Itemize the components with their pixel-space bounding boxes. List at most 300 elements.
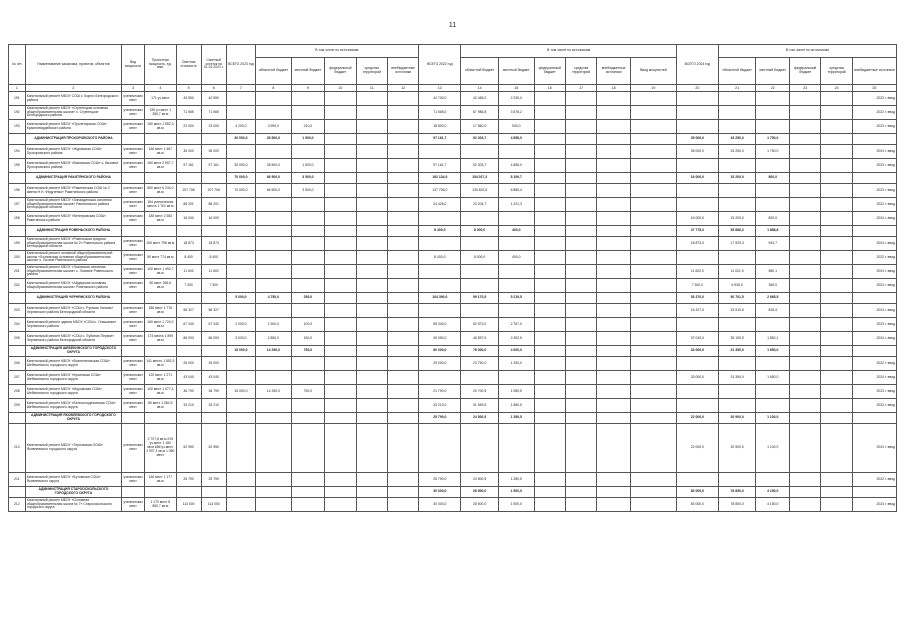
table-row [9,279,897,293]
capacity: 100 мест 1 077,4 кв.м [145,385,176,399]
local-2024 [756,184,790,198]
territory-2022 [565,198,596,212]
federal-2023 [325,145,356,159]
regional-2023: 4 750,0 [256,293,292,304]
total-2023 [226,371,255,385]
local-2024 [756,92,790,106]
territory-2022 [565,265,596,279]
federal-2023 [325,279,356,293]
cell-empty [9,134,26,145]
federal-2022 [534,399,565,413]
local-2022: 2 452,5 [498,332,534,346]
total-2022: 55 340,0 [419,318,461,332]
capacity: 50 мест 774 кв.м [145,251,176,265]
federal-2022 [534,251,565,265]
remaining-cost: 88 201 [201,198,226,212]
local-2022 [498,237,534,251]
table-row [9,498,897,512]
estimated-cost: 8 400 [176,251,201,265]
intro-2022 [630,385,676,399]
federal-2022 [534,226,565,237]
regional-2023: 1 900,0 [256,318,292,332]
column-number: 23 [789,85,820,92]
intro-year: 2024 г. ввод [852,265,896,279]
regional-2024 [718,385,756,399]
territory-2024 [821,92,852,106]
offbudget-2022 [597,346,631,357]
local-2022 [498,279,534,293]
federal-2024 [789,487,820,498]
intro-2022 [630,413,676,424]
territory-2022 [565,237,596,251]
offbudget-2022 [597,498,631,512]
local-2024: 800,0 [756,173,790,184]
intro-2022 [630,346,676,357]
regional-2023: 28 500,0 [256,134,292,145]
total-2023: 70 000,0 [226,173,255,184]
cell-empty [9,413,26,424]
regional-2022: 28 500,0 [461,498,499,512]
total-2022: 21 790,0 [419,385,461,399]
header-regional: областной бюджет [256,58,292,85]
table-row [9,106,897,120]
local-2022: 1 089,5 [498,385,534,399]
offbudget-2023 [387,357,418,371]
offbudget-2022 [597,385,631,399]
intro-year [852,413,896,424]
regional-2023 [256,237,292,251]
total-2023: 30 000,0 [226,134,255,145]
territory-2023 [356,473,387,487]
offbudget-2023 [387,498,418,512]
total-2022: 104 390,0 [419,293,461,304]
estimated-cost: 113 000 [176,498,201,512]
local-2024: 943,7 [756,237,790,251]
estimated-cost: 56 327 [176,304,201,318]
header-local: местный бюджет [291,58,325,85]
federal-2023 [325,413,356,424]
total-2022 [419,237,461,251]
table-row [9,184,897,198]
regional-2022: 99 170,5 [461,293,499,304]
row-number: 212 [9,498,26,512]
regional-2023 [256,304,292,318]
total-2024: 16 000,0 [676,173,718,184]
local-2024: 816,4 [756,304,790,318]
regional-2024 [718,399,756,413]
object-name: Капитальный ремонт МБОУ «Основная общеобразовательная школа № 7» Старооскольского городского округа [25,498,121,512]
intro-year [852,173,896,184]
federal-2022 [534,106,565,120]
federal-2024 [789,212,820,226]
cell-empty [176,413,201,424]
total-2022: 71 565,0 [419,106,461,120]
local-2024: 4 150,0 [756,487,790,498]
regional-2022: 76 000,0 [461,346,499,357]
table-row [9,371,897,385]
regional-2024 [718,184,756,198]
total-2023: 5 000,0 [226,293,255,304]
total-2024: 35 000,0 [676,134,718,145]
federal-2024 [789,145,820,159]
local-2023 [291,413,325,424]
regional-2022 [461,145,499,159]
cell-empty [122,413,145,424]
territory-2022 [565,92,596,106]
regional-2023 [256,487,292,498]
territory-2024 [821,473,852,487]
local-2023: 1 500,0 [291,134,325,145]
total-2022: 25 790,0 [419,413,461,424]
table-row [9,318,897,332]
section-title: АДМИНИСТРАЦИЯ ШЕБЕКИНСКОГО ГОРОДСКОГО ОКРУГА [25,346,121,357]
federal-2024 [789,198,820,212]
territory-2023 [356,198,387,212]
offbudget-2023 [387,134,418,145]
total-2024: 33 000,0 [676,371,718,385]
offbudget-2022 [597,226,631,237]
total-2022: 162 134,0 [419,173,461,184]
territory-2022 [565,318,596,332]
capacity: 150 уч.мест 1 350,7 кв.м [145,106,176,120]
federal-2022 [534,173,565,184]
cell-empty [176,226,201,237]
federal-2023 [325,424,356,473]
total-2023 [226,424,255,473]
territory-2023 [356,106,387,120]
territory-2022 [565,346,596,357]
regional-2022: 42 465,0 [461,92,499,106]
regional-2023 [256,251,292,265]
federal-2023 [325,92,356,106]
federal-2022 [534,159,565,173]
row-number: 194 [9,145,26,159]
regional-2024: 6 935,0 [718,279,756,293]
regional-2022: 17 860,0 [461,120,499,134]
regional-2024: 15 200,0 [718,212,756,226]
total-2024 [676,159,718,173]
capacity-type: ученических мест [122,237,145,251]
offbudget-2023 [387,279,418,293]
row-number: 207 [9,371,26,385]
federal-2024 [789,385,820,399]
intro-year: 2024 г. ввод [852,237,896,251]
total-2022: 24 426,0 [419,198,461,212]
capacity: 160 мест 2 057,7 кв.м [145,159,176,173]
federal-2023 [325,473,356,487]
regional-2022: 24 500,5 [461,413,499,424]
row-number: 210 [9,424,26,473]
object-name: Капитальный ремонт МБОУ «Муромская СОШ» Шебекинского городского округа [25,385,121,399]
regional-2022 [461,279,499,293]
total-2024: 22 000,0 [676,413,718,424]
section-row [9,413,897,424]
regional-2023 [256,413,292,424]
row-number: 195 [9,159,26,173]
section-title: АДМИНИСТРАЦИЯ ЧЕРНЯНСКОГО РАЙОНА [25,293,121,304]
total-2024: 18 873,0 [676,237,718,251]
row-number: 193 [9,120,26,134]
regional-2022 [461,424,499,473]
regional-2022: 31 549,5 [461,399,499,413]
header-cost: Сметная стоимость [176,45,201,85]
territory-2022 [565,159,596,173]
territory-2022 [565,399,596,413]
local-2024: 4 150,0 [756,498,790,512]
territory-2024 [821,145,852,159]
federal-2022 [534,473,565,487]
local-2024: 1 852,1 [756,332,790,346]
regional-2022: 8 000,0 [461,251,499,265]
local-2023: 150,0 [291,332,325,346]
section-row [9,293,897,304]
section-title: АДМИНИСТРАЦИЯ РОВЕНЬСКОГО РАЙОНА [25,226,121,237]
remaining-cost: 33 210 [201,399,226,413]
local-2024 [756,106,790,120]
regional-2024: 20 900,0 [718,413,756,424]
regional-2023: 66 500,0 [256,173,292,184]
local-2024 [756,357,790,371]
column-number: 6 [201,85,226,92]
header-federal: федеральный бюджет [789,58,820,85]
intro-year: 2024 г. ввод [852,371,896,385]
intro-year [852,293,896,304]
federal-2023 [325,134,356,145]
local-2022: 4 858,0 [498,159,534,173]
offbudget-2022 [597,293,631,304]
remaining-cost: 36 790 [201,385,226,399]
total-2023 [226,498,255,512]
object-name: Капитальный ремонт МБОУ «Ровеньская средняя общеобразовательная школа № 2» Ровеньского района Белгородской области [25,237,121,251]
total-2024: 7 300,0 [676,279,718,293]
federal-2023 [325,120,356,134]
table-row [9,159,897,173]
federal-2024 [789,184,820,198]
row-number: 206 [9,357,26,371]
territory-2023 [356,385,387,399]
territory-2023 [356,332,387,346]
intro-year: 2024 г. ввод [852,332,896,346]
local-2023 [291,473,325,487]
offbudget-2022 [597,145,631,159]
federal-2024 [789,399,820,413]
remaining-cost: 113 000 [201,498,226,512]
capacity-type: ученических мест [122,251,145,265]
territory-2024 [821,237,852,251]
table-row [9,92,897,106]
total-2022: 44 700,0 [419,92,461,106]
object-name: Капитальный ремонт МБОУ «Бутовская СОШ» Яковлевского округа [25,473,121,487]
header-intro: Ввод мощностей [630,58,676,85]
intro-2022 [630,159,676,173]
local-2022: 1 500,0 [498,487,534,498]
regional-2023 [256,92,292,106]
total-2022: 30 000,0 [419,498,461,512]
local-2023 [291,92,325,106]
total-2023 [226,226,255,237]
total-2022: 97 161,7 [419,159,461,173]
federal-2024 [789,226,820,237]
column-number: 5 [176,85,201,92]
territory-2023 [356,357,387,371]
remaining-cost: 25 000 [201,357,226,371]
federal-2023 [325,106,356,120]
regional-2023 [256,106,292,120]
total-2023: 30 000,0 [226,159,255,173]
capacity-type: ученических мест [122,279,145,293]
object-name: Капитальный ремонт МБОУ «Вязовская СОШ» с. Вязовое Прохоровского района [25,159,121,173]
row-number: 205 [9,332,26,346]
capacity-type: ученических мест [122,120,145,134]
object-name: Капитальный ремонт МБОУ «СОШ с. Лубяное-Первое» Чернянского района Белгородской области [25,332,121,346]
object-name: Капитальный ремонт МБОУ СОШ с. Бирюч Белгородского района [25,92,121,106]
local-2023 [291,498,325,512]
offbudget-2022 [597,487,631,498]
regional-2023 [256,265,292,279]
row-number: 197 [9,198,26,212]
row-number: 199 [9,237,26,251]
total-2024 [676,92,718,106]
local-2022 [498,145,534,159]
local-2024 [756,159,790,173]
header-total-2023: ВСЕГО 2023 год [226,45,255,85]
total-2023 [226,473,255,487]
intro-year: 2024 г. ввод [852,498,896,512]
offbudget-2023 [387,424,418,473]
regional-2024 [718,159,756,173]
object-name: Капитальный ремонт МБОУ «Венгеровская СОШ» Ракитянского района [25,212,121,226]
table-body [9,85,897,512]
column-number: 10 [325,85,356,92]
territory-2023 [356,237,387,251]
federal-2023 [325,173,356,184]
cell-empty [145,226,176,237]
territory-2022 [565,279,596,293]
local-2023 [291,487,325,498]
intro-2022 [630,184,676,198]
regional-2022: 23 204,7 [461,198,499,212]
row-number: 201 [9,265,26,279]
object-name: Капитальный ремонт МБОУ «Пролетарская СОШ» Красногвардейского района [25,120,121,134]
total-2023: 4 200,0 [226,120,255,134]
total-2024 [676,120,718,134]
regional-2024: 50 701,5 [718,293,756,304]
cell-empty [9,346,26,357]
federal-2024 [789,498,820,512]
total-2022: 8 400,0 [419,251,461,265]
local-2022: 400,0 [498,251,534,265]
federal-2023 [325,487,356,498]
regional-2023 [256,357,292,371]
remaining-cost: 35 000 [201,145,226,159]
federal-2024 [789,106,820,120]
total-2022 [419,212,461,226]
offbudget-2023 [387,237,418,251]
local-2023 [291,237,325,251]
table-row [9,332,897,346]
territory-2024 [821,198,852,212]
territory-2024 [821,304,852,318]
territory-2022 [565,385,596,399]
territory-2023 [356,92,387,106]
estimated-cost: 40 550 [176,92,201,106]
intro-2022 [630,318,676,332]
cell-empty [145,293,176,304]
offbudget-2022 [597,159,631,173]
object-name: Капитальный ремонт МБОУ «Купинская СОШ» Шебекинского городского округа [25,371,121,385]
territory-2023 [356,120,387,134]
federal-2022 [534,237,565,251]
cell-empty [176,487,201,498]
total-2023 [226,487,255,498]
local-2023 [291,424,325,473]
cell-empty [176,134,201,145]
territory-2023 [356,413,387,424]
row-number: 203 [9,304,26,318]
territory-2024 [821,385,852,399]
total-2023 [226,413,255,424]
local-2024: 1 750,0 [756,134,790,145]
column-number: 4 [145,85,176,92]
total-2024 [676,184,718,198]
local-2024 [756,385,790,399]
federal-2023 [325,385,356,399]
federal-2024 [789,473,820,487]
local-2022 [498,424,534,473]
offbudget-2022 [597,399,631,413]
capacity-type: ученических мест [122,357,145,371]
local-2024: 2 668,5 [756,293,790,304]
federal-2023 [325,304,356,318]
federal-2024 [789,237,820,251]
total-2024 [676,357,718,371]
local-2023 [291,198,325,212]
territory-2024 [821,226,852,237]
offbudget-2023 [387,198,418,212]
local-2024: 1 100,0 [756,413,790,424]
offbudget-2023 [387,473,418,487]
header-offbudget: внебюджетные источники [387,58,418,85]
territory-2022 [565,424,596,473]
object-name: Капитальный ремонт основной общеобразовательной школы «Лозновская основная общеобразовательная школа» с. Лозное Ровеньского района [25,251,121,265]
column-number: 24 [821,85,852,92]
total-2022 [419,279,461,293]
intro-2022 [630,332,676,346]
estimated-cost: 25 790 [176,473,201,487]
intro-2022 [630,279,676,293]
local-2023 [291,304,325,318]
remaining-cost: 97 161 [201,159,226,173]
federal-2022 [534,279,565,293]
local-2024 [756,251,790,265]
row-number: 202 [9,279,26,293]
table-row [9,237,897,251]
column-number: 8 [256,85,292,92]
federal-2024 [789,371,820,385]
regional-2023: 14 250,0 [256,385,292,399]
territory-2023 [356,424,387,473]
offbudget-2022 [597,318,631,332]
capacity: 550 мест 6 244,0 кв.м [145,184,176,198]
capacity: 2 707,8 кв.м 219 уч.мест 1 180 кв.м 656 уч.мест 2 907,1 кв.м 1 080 мест [145,424,176,473]
territory-2022 [565,134,596,145]
object-name: Капитальный ремонт МБОУ «Ракитянская СОШ № 2 имени Н.Н. Федутенко» Ракитянского района [25,184,121,198]
local-2022: 2 767,0 [498,318,534,332]
local-2023: 210,0 [291,120,325,134]
local-2023: 1 500,0 [291,159,325,173]
object-name: Капитальный ремонт МБОУ «Белоколодезянская СОШ» Шебекинского городского округа [25,399,121,413]
intro-2022 [630,251,676,265]
